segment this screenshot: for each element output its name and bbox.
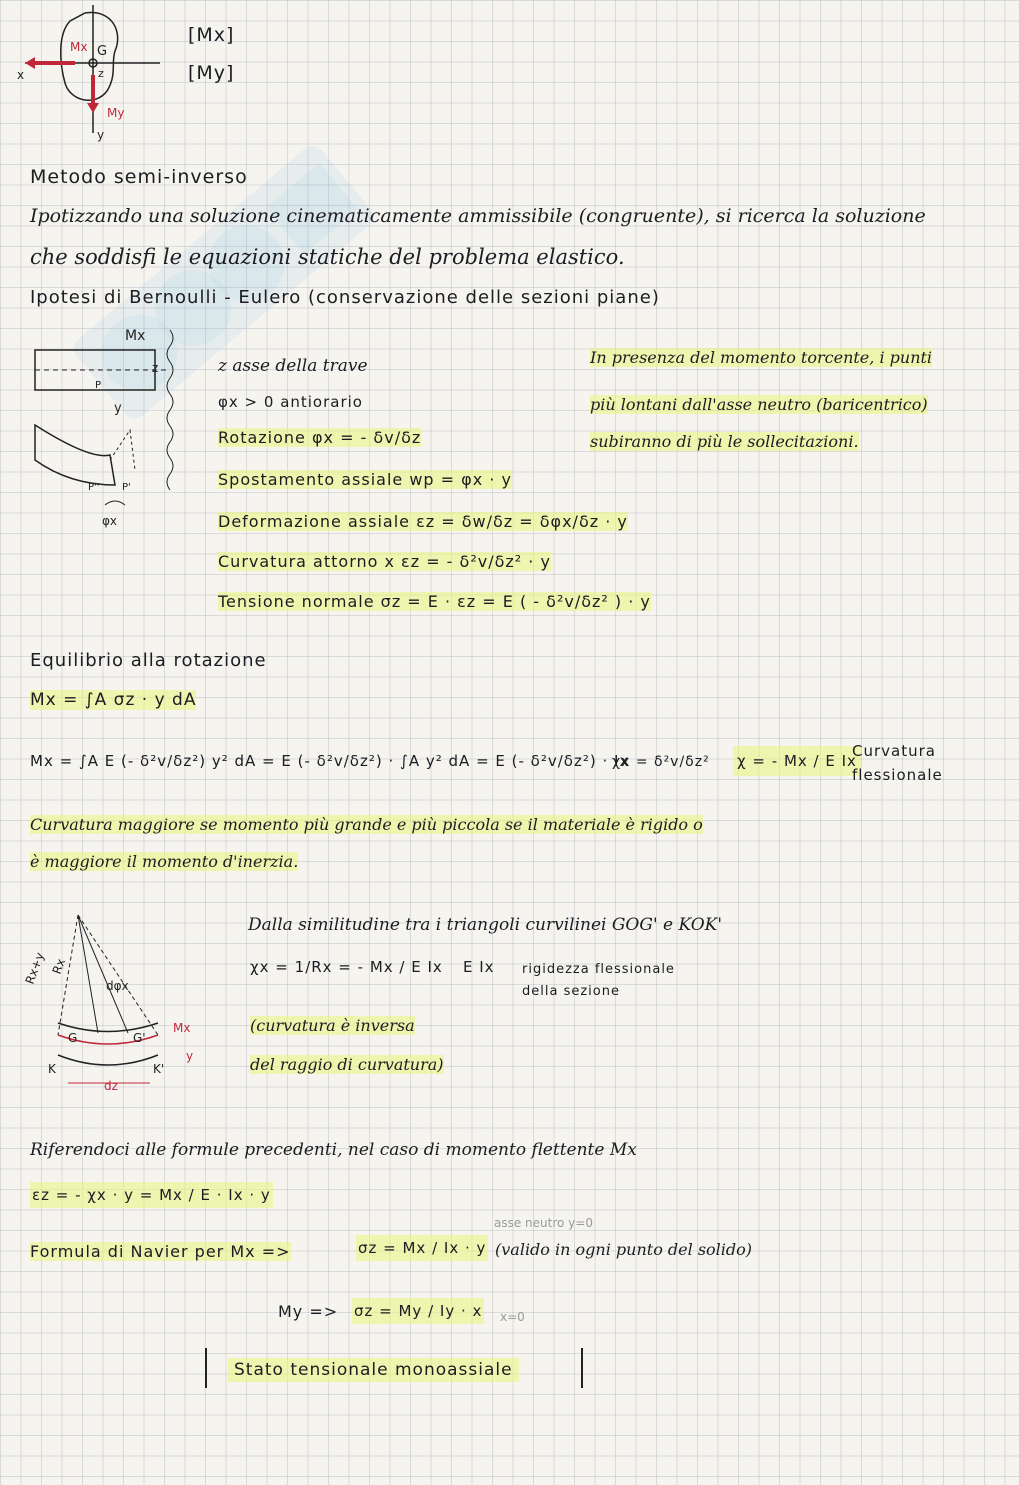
equilibrium-title: Equilibrio alla rotazione — [30, 650, 267, 671]
fig2-phi-label: φx — [102, 514, 118, 528]
note-right-3: subiranno di più le sollecitazioni. — [590, 432, 859, 451]
similarity-line: Dalla similitudine tra i triangoli curvilinei GOG' e KOK' — [248, 915, 723, 935]
navier-my-eq: σz = My / Iy · x — [352, 1298, 484, 1324]
prop-axis: z asse della trave — [218, 356, 368, 376]
navier-intro: Riferendoci alle formule precedenti, nel caso di momento flettente Mx — [30, 1140, 637, 1160]
state-label: Stato tensionale monoassiale — [228, 1358, 519, 1382]
fig2-y-label: y — [114, 401, 122, 416]
fig3-g-label: G — [68, 1031, 78, 1045]
equilibrium-eq1: Mx = ∫A σz · y dA — [30, 690, 197, 710]
navier-faint-2: x=0 — [500, 1310, 525, 1324]
method-title: Metodo semi-inverso — [30, 166, 248, 188]
fig1-g-label: G — [97, 44, 108, 59]
fig1-z-label: z — [98, 67, 104, 80]
fig3-dphi-label: dφx — [106, 979, 129, 993]
hypothesis-title: Ipotesi di Bernoulli - Eulero (conservazione delle sezioni piane) — [30, 287, 660, 308]
prop-axial-strain: Deformazione assiale εz = δw/δz = δφx/δz · y — [218, 512, 628, 531]
navier-faint-1: asse neutro y=0 — [494, 1216, 593, 1230]
fig3-r-label: Rx — [49, 956, 69, 977]
prop-curvature: Curvatura attorno x εz = - δ²v/δz² · y — [218, 552, 551, 571]
fig1-my-label: My — [107, 106, 125, 120]
fig3-g2-label: G' — [133, 1031, 146, 1045]
method-line-1: Ipotizzando una soluzione cinematicamente ammissibile (congruente), si ricerca la soluzione — [30, 205, 926, 227]
my-tag: [My] — [188, 62, 235, 84]
prop-phi: φx > 0 antiorario — [218, 393, 363, 411]
navier-valid: (valido in ogni punto del solido) — [495, 1240, 753, 1259]
equilibrium-note-1: Curvatura maggiore se momento più grande e più piccola se il materiale è rigido o — [30, 815, 703, 834]
prop-axial-displacement: Spostamento assiale wp = φx · y — [218, 470, 512, 489]
mx-tag: [Mx] — [188, 24, 235, 46]
navier-formula-label: Formula di Navier per Mx => — [30, 1242, 291, 1261]
navier-my-label: My => — [278, 1302, 339, 1321]
fig3-y-label: y — [186, 1049, 194, 1063]
fig2-p-label: P — [95, 380, 102, 391]
fig2-mx-label: Mx — [125, 328, 146, 344]
prop-rotation: Rotazione φx = - δv/δz — [218, 428, 422, 447]
fig1-y-label: y — [97, 128, 105, 142]
fig3-mx-label: Mx — [173, 1021, 191, 1035]
fig3-rx-label: Rx+y — [22, 950, 47, 987]
fig3-k-label: K — [48, 1062, 56, 1076]
fig3-k2-label: K' — [153, 1062, 165, 1076]
equilibrium-note-2: è maggiore il momento d'inerzia. — [30, 852, 299, 871]
similarity-eq: χx = 1/Rx = - Mx / E Ix — [250, 958, 443, 976]
similarity-note-1: (curvatura è inversa — [250, 1016, 415, 1035]
equilibrium-chi2: χ = - Mx / E Ix — [733, 746, 861, 776]
equilibrium-eq2: Mx = ∫A E (- δ²v/δz²) y² dA = E (- δ²v/δz²) · ∫A y² dA = E (- δ²v/δz²) · Ix — [30, 752, 630, 770]
section-figure — [15, 5, 165, 145]
fig3-dz-label: dz — [104, 1079, 118, 1093]
note-right-2: più lontani dall'asse neutro (baricentrico) — [590, 395, 928, 414]
fig1-mx-label: Mx — [70, 40, 88, 54]
curvature-label-1: Curvatura — [852, 742, 936, 760]
note-right-1: In presenza del momento torcente, i punti — [590, 348, 933, 367]
fig2-z-label: z — [152, 361, 159, 375]
fig1-x-label: x — [17, 68, 25, 82]
navier-eps-eq: εz = - χx · y = Mx / E · Ix · y — [30, 1182, 273, 1208]
equilibrium-chi: χx = δ²v/δz² — [612, 754, 710, 770]
beam-figure — [30, 320, 190, 530]
similarity-ei-label-2: della sezione — [522, 984, 620, 999]
similarity-ei: E Ix — [463, 958, 495, 976]
similarity-ei-label-1: rigidezza flessionale — [522, 962, 675, 977]
fig2-p1-label: P' — [122, 482, 131, 493]
method-line-2: che soddisfi le equazioni statiche del problema elastico. — [30, 245, 625, 269]
curvature-label-2: flessionale — [852, 766, 943, 784]
similarity-note-2: del raggio di curvatura) — [250, 1055, 444, 1074]
fig2-p2-label: P'' — [88, 482, 100, 493]
prop-normal-stress: Tensione normale σz = E · εz = E ( - δ²v/δz² ) · y — [218, 592, 651, 611]
curvature-figure — [18, 905, 208, 1095]
navier-mx-eq: σz = Mx / Ix · y — [356, 1235, 488, 1261]
